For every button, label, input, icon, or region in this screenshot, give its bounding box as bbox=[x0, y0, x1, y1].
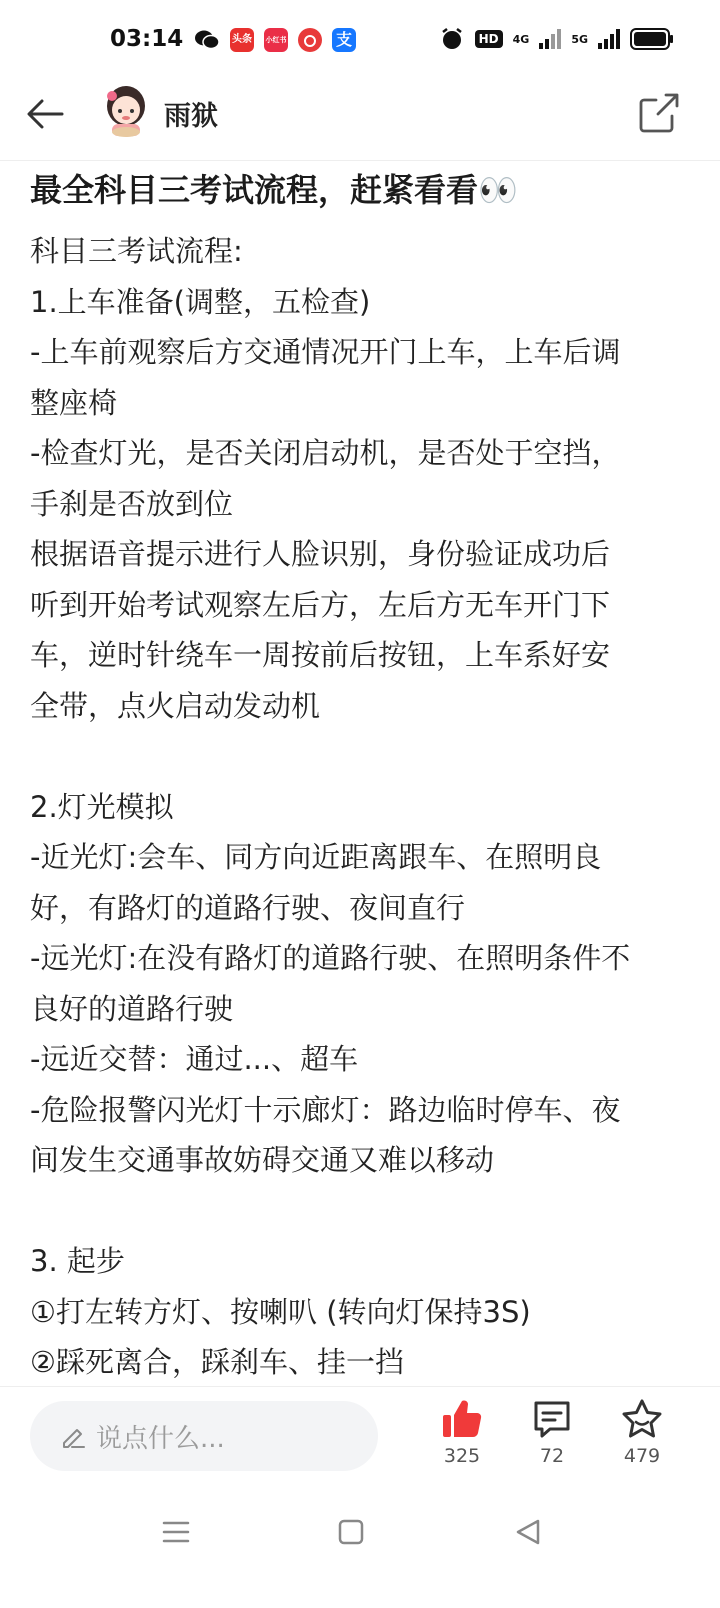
post-body-line: -远近交替：通过...、超车 bbox=[30, 1042, 359, 1076]
comment-placeholder: 说点什么... bbox=[96, 1423, 225, 1454]
author-avatar[interactable] bbox=[98, 82, 154, 140]
author-name[interactable]: 雨狱 bbox=[164, 101, 218, 132]
home-square-icon[interactable] bbox=[331, 1512, 371, 1552]
post-body-line: 整座椅 bbox=[30, 385, 118, 420]
signal-bars-icon bbox=[598, 29, 620, 49]
post-body-line: 间发生交通事故妨碍交通又难以移动 bbox=[30, 1143, 495, 1177]
post-body-line bbox=[30, 1186, 700, 1237]
post-body-line: ②踩死离合，踩刹车、挂一挡 bbox=[30, 1345, 404, 1379]
post-title: 最全科目三考试流程，赶紧看看👀 bbox=[30, 171, 518, 209]
back-arrow-icon[interactable] bbox=[24, 92, 68, 136]
status-indicators bbox=[439, 26, 674, 52]
post-body-line: 科目三考试流程: bbox=[30, 234, 243, 268]
post-body-line bbox=[30, 731, 700, 782]
post-body-line: -检查灯光，是否关闭启动机，是否处于空挡， bbox=[30, 436, 621, 470]
post-body-line: 手刹是否放到位 bbox=[30, 486, 234, 521]
post-body-line: 良好的道路行驶 bbox=[30, 991, 234, 1026]
post-body-line: 1.上车准备(调整，五检查) bbox=[30, 284, 371, 319]
back-triangle-icon[interactable] bbox=[508, 1512, 548, 1552]
post-body-line: 全带，点火启动发动机 bbox=[30, 688, 321, 723]
comment-icon bbox=[530, 1397, 574, 1441]
signal-bars-icon bbox=[539, 29, 561, 49]
comment-input[interactable] bbox=[30, 1401, 378, 1471]
wechat-icon bbox=[194, 28, 220, 52]
pen-icon bbox=[60, 1423, 86, 1449]
post-body-line: 根据语音提示进行人脸识别，身份验证成功后 bbox=[30, 537, 611, 571]
status-time: 03:14 bbox=[110, 26, 184, 52]
post-body-line: 车，逆时针绕车一周按前后按钮，上车系好安 bbox=[30, 638, 611, 672]
hd-badge: HD bbox=[475, 30, 503, 48]
post-body bbox=[30, 226, 700, 1388]
post-body-line: ①打左转方灯、按喇叭 (转向灯保持3S) bbox=[30, 1294, 531, 1329]
menu-icon[interactable] bbox=[156, 1512, 196, 1552]
comment-count: 72 bbox=[539, 1445, 565, 1467]
battery-icon bbox=[630, 28, 674, 50]
comment-button[interactable] bbox=[517, 1397, 587, 1467]
bottom-action-bar bbox=[0, 1386, 720, 1493]
post-body-line: 2.灯光模拟 bbox=[30, 789, 174, 824]
signal-4g-label: 4G bbox=[512, 32, 530, 46]
post-body-line: 听到开始考试观察左后方，左后方无车开门下 bbox=[30, 587, 611, 622]
favorite-count: 479 bbox=[623, 1445, 661, 1467]
favorite-button[interactable] bbox=[607, 1397, 677, 1467]
toutiao-icon: 头条 bbox=[230, 28, 254, 52]
post-header bbox=[0, 82, 720, 161]
post-body-line: -远光灯:在没有路灯的道路行驶、在照明条件不 bbox=[30, 941, 631, 975]
xiaohongshu-icon: 小红书 bbox=[264, 28, 288, 52]
post-body-line: 好，有路灯的道路行驶、夜间直行 bbox=[30, 890, 466, 925]
signal-5g-label: 5G bbox=[571, 32, 588, 46]
post-body-line: 3. 起步 bbox=[30, 1244, 125, 1278]
system-nav-bar bbox=[0, 1492, 720, 1608]
status-bar bbox=[0, 0, 720, 82]
status-app-icons bbox=[194, 28, 356, 52]
netease-music-icon bbox=[298, 28, 322, 52]
alipay-icon: 支 bbox=[332, 28, 356, 52]
thumbs-up-icon bbox=[440, 1397, 484, 1441]
star-icon bbox=[620, 1397, 664, 1441]
post-content bbox=[30, 166, 700, 1388]
alarm-icon bbox=[439, 26, 465, 52]
share-icon[interactable] bbox=[636, 90, 682, 136]
like-button[interactable] bbox=[427, 1397, 497, 1467]
post-body-line: -近光灯:会车、同方向近距离跟车、在照明良 bbox=[30, 840, 602, 874]
post-body-line: -危险报警闪光灯十示廊灯：路边临时停车、夜 bbox=[30, 1092, 621, 1127]
like-count: 325 bbox=[443, 1445, 481, 1467]
post-body-line: -上车前观察后方交通情况开门上车，上车后调 bbox=[30, 335, 621, 369]
